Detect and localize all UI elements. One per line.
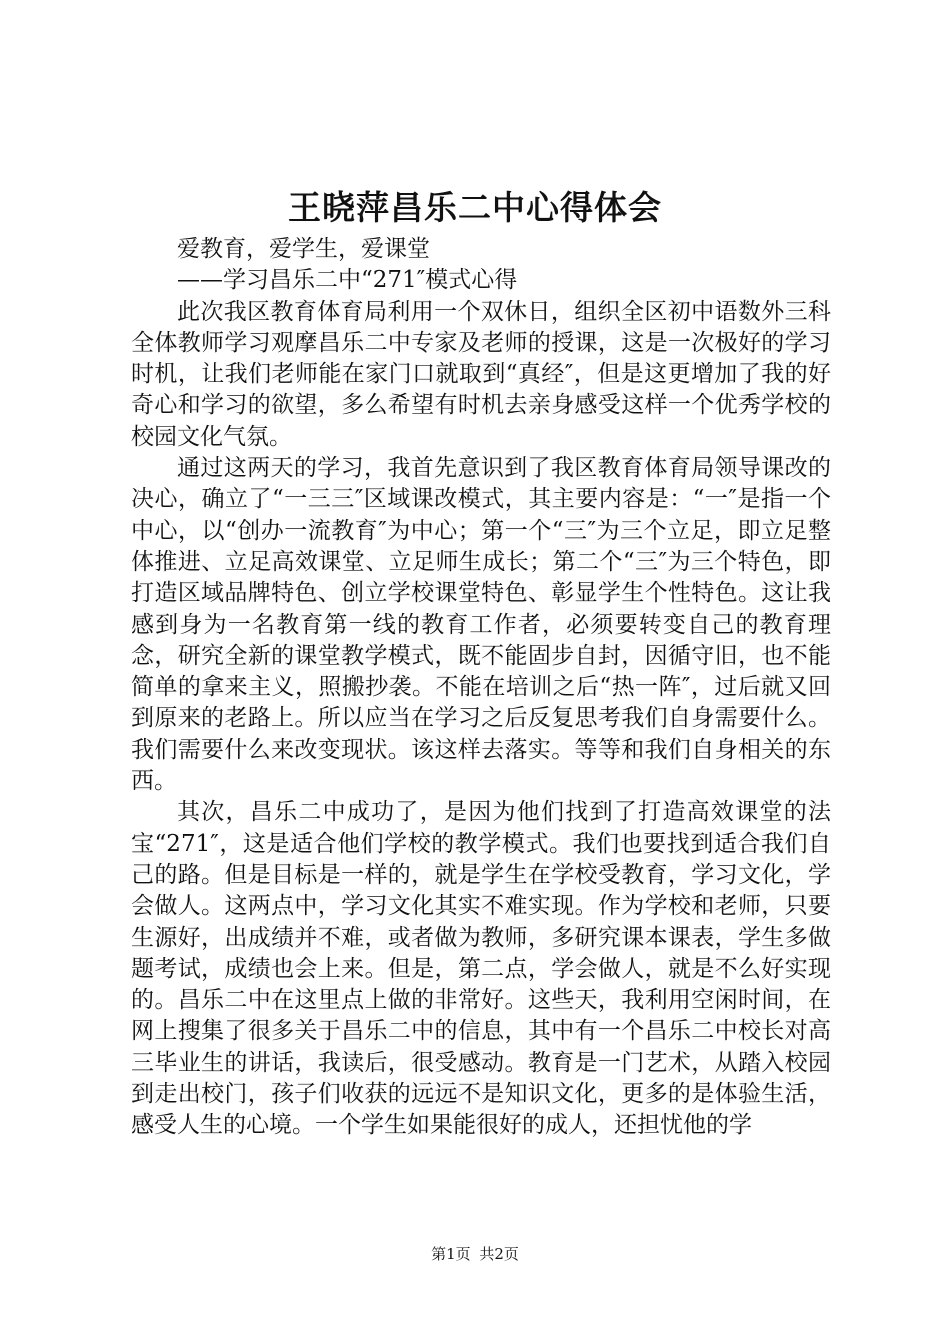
page-number: 第1页	[431, 1245, 471, 1263]
subtitle-line-2: ——学习昌乐二中“271″模式心得	[177, 267, 518, 294]
document-body	[131, 234, 831, 1142]
paragraph-2: 通过这两天的学习，我首先意识到了我区教育体育局领导课改的决心，确立了“一三三″区域课改模式，其主要内容是：“一″是指一个中心，以“创办一流教育″为中心；第一个“三″为三个立足，即立足整体推进、立足高效课堂、立足师生成长；第二个“三″为三个特色，即打造区域品牌特色、创立学校课堂特色、彰显学生个性特色。这让我感到身为一名教育第一线的教育工作者，必须要转变自己的教育理念，研究全新的课堂教学模式，既不能固步自封，因循守旧，也不能简单的拿来主义，照搬抄袭。不能在培训之后“热一阵″，过后就又回到原来的老路上。所以应当在学习之后反复思考我们自身需要什么。我们需要什么来改变现状。该这样去落实。等等和我们自身相关的东西。	[131, 455, 831, 795]
subtitle-line-1: 爱教育，爱学生，爱课堂	[177, 236, 430, 262]
page-total: 共2页	[479, 1245, 519, 1263]
document-title: 王晓萍昌乐二中心得体会	[288, 188, 662, 227]
page-footer	[0, 1244, 950, 1264]
paragraph-1: 此次我区教育体育局利用一个双休日，组织全区初中语数外三科全体教师学习观摩昌乐二中专家及老师的授课，这是一次极好的学习时机，让我们老师能在家门口就取到“真经″，但是这更增加了我的好奇心和学习的欲望，多么希望有时机去亲身感受这样一个优秀学校的校园文化气氛。	[131, 298, 831, 450]
paragraph-3: 其次，昌乐二中成功了，是因为他们找到了打造高效课堂的法宝“271″，这是适合他们学校的教学模式。我们也要找到适合我们自己的路。但是目标是一样的，就是学生在学校受教育，学习文化，学会做人。这两点中，学习文化其实不难实现。作为学校和老师，只要生源好，出成绩并不难，或者做为教师，多研究课本课表，学生多做题考试，成绩也会上来。但是，第二点，学会做人，就是不么好实现的。昌乐二中在这里点上做的非常好。这些天，我利用空闲时间，在网上搜集了很多关于昌乐二中的信息，其中有一个昌乐二中校长对高三毕业生的讲话，我读后，很受感动。教育是一门艺术，从踏入校园到走出校门，孩子们收获的远远不是知识文化，更多的是体验生活，感受人生的心境。一个学生如果能很好的成人，还担忧他的学	[131, 799, 831, 1139]
